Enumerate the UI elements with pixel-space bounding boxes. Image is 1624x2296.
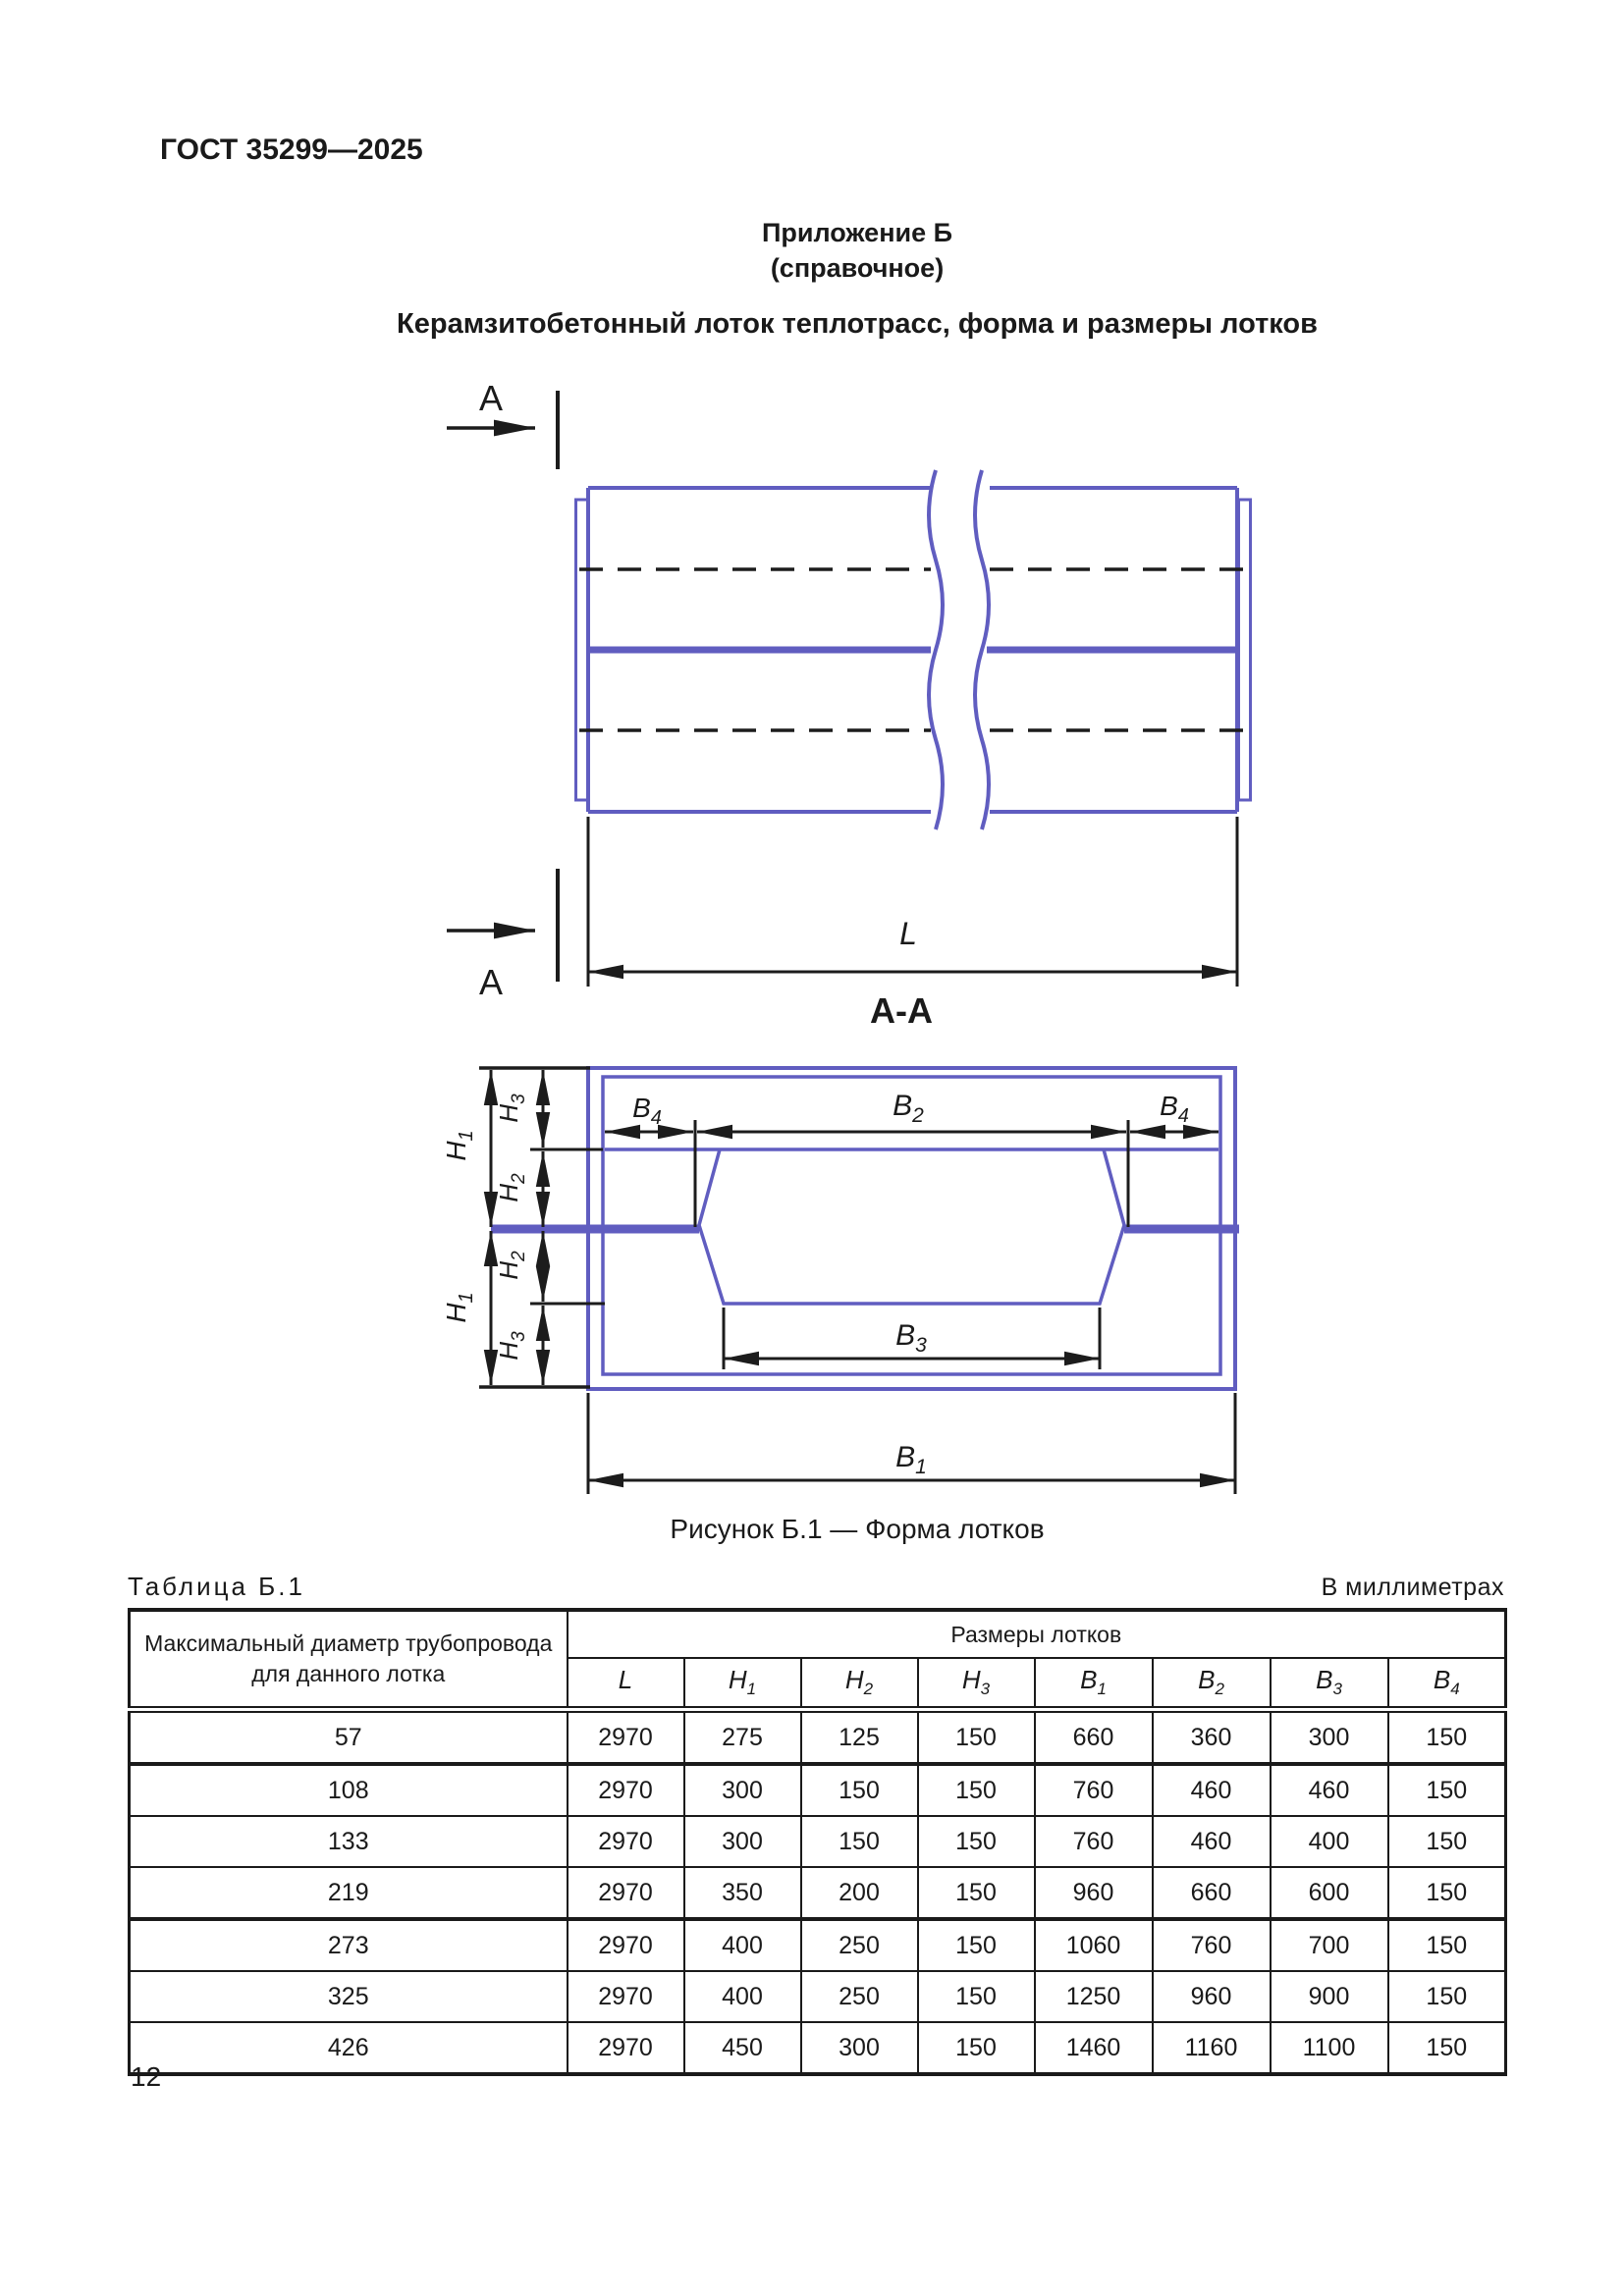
column-header-diameter: Максимальный диаметр трубопровода для данного лотка [130,1610,568,1710]
column-header-b3: $B_3$ [1271,1658,1388,1710]
length-extension-lines [588,817,1237,987]
dimension-lines-group [447,391,1237,1494]
appendix-label: Приложение Б [761,218,953,247]
dim-label-h2-upper: $H_2$ [494,1173,529,1202]
column-group-header: Размеры лотков [568,1610,1506,1658]
column-header-h1: $H_1$ [684,1658,801,1710]
figure-caption: Рисунок Б.1 — Форма лотков [670,1514,1045,1544]
plan-right-flange [1239,500,1251,800]
appendix-note: (справочное) [770,253,945,283]
table-label: Таблица Б.1 [128,1572,305,1601]
column-header-l: L [568,1658,684,1710]
dim-label-b4-left: $B_4$ [632,1093,662,1129]
dim-label-h1-upper: $H_1$ [441,1130,477,1161]
page-number: 12 [131,2061,162,2092]
section-letter-bottom: А [478,962,504,1002]
section-cavity-outline [699,1149,1124,1304]
plan-left-flange [576,500,588,800]
dim-label-h3-lower: $H_3$ [494,1331,529,1361]
dim-label-h2-lower: $H_2$ [494,1251,529,1280]
table-row: 57 2970 275 125 150 660 360 300 150 [130,1710,1506,1765]
break-wave-right [975,470,989,829]
section-letter-top: А [478,378,504,418]
dim-label-b2: $B_2$ [893,1090,924,1127]
column-header-h2: $H_2$ [801,1658,918,1710]
table-row: 108 2970 300 150 150 760 460 460 150 [130,1764,1506,1816]
dim-label-b4-right: $B_4$ [1160,1091,1189,1127]
table-b1-section [128,1571,1504,2076]
standard-header: ГОСТ 35299—2025 [160,133,423,166]
column-header-b1: $B_1$ [1035,1658,1153,1710]
column-header-b4: $B_4$ [1388,1658,1506,1710]
section-view-title: А-А [870,990,933,1031]
length-label: L [899,916,917,951]
column-header-b2: $B_2$ [1153,1658,1271,1710]
column-header-h3: $H_3$ [918,1658,1035,1710]
table-row: 133 2970 300 150 150 760 460 400 150 [130,1816,1506,1867]
width-dimension-lines [588,1132,1235,1480]
table-row: 273 2970 400 250 150 1060 760 700 150 [130,1919,1506,1971]
table-row: 219 2970 350 200 150 960 660 600 150 [130,1867,1506,1919]
dim-label-h1-lower: $H_1$ [441,1292,477,1323]
dim-label-h3-upper: $H_3$ [494,1094,529,1123]
appendix-title: Керамзитобетонный лоток теплотрасс, форма и размеры лотков [397,308,1318,340]
table-units: В миллиметрах [1321,1574,1504,1601]
table-row: 325 2970 400 250 150 1250 960 900 150 [130,1971,1506,2022]
dim-label-b3: $B_3$ [895,1319,927,1357]
dim-label-b1: $B_1$ [895,1441,927,1478]
dimensions-table [128,1608,1507,2076]
break-wave-left [929,470,943,829]
tray-outline-group [491,470,1251,1389]
table-row: 426 2970 450 300 150 1460 1160 1100 150 [130,2022,1506,2074]
